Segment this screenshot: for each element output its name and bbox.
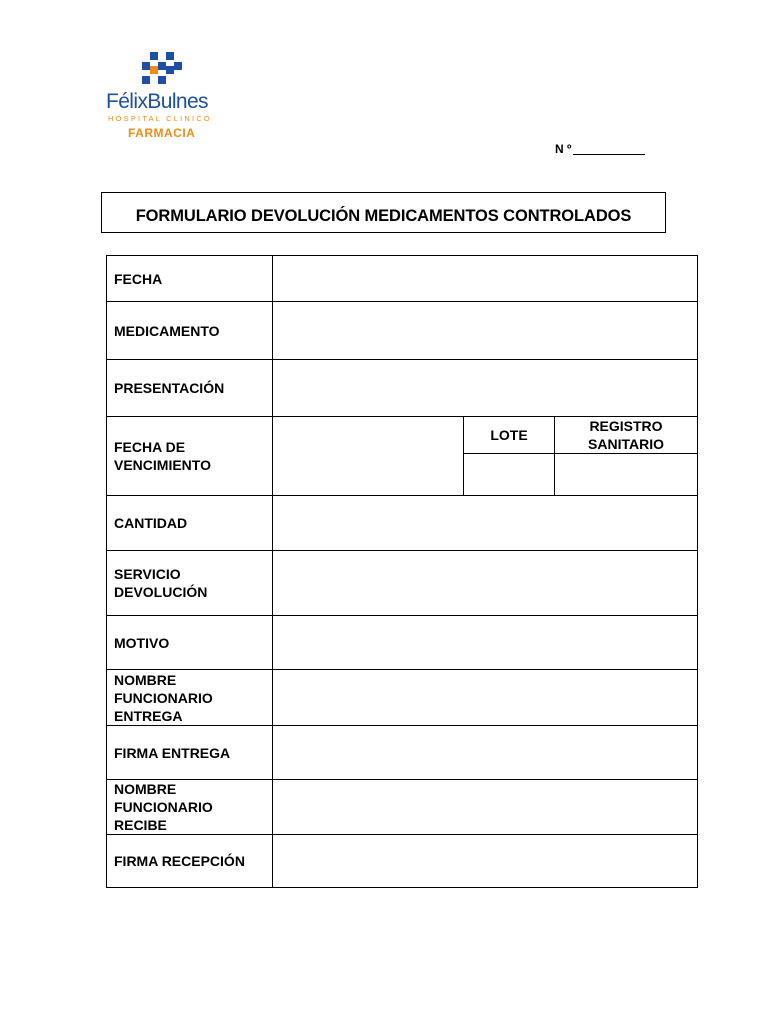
label-firma-entrega: FIRMA ENTREGA xyxy=(107,726,273,780)
form-row-motivo xyxy=(107,616,698,670)
form-row-medicamento xyxy=(107,302,698,360)
form-row-firma-recepcion xyxy=(107,835,698,888)
field-fecha-vencimiento[interactable] xyxy=(273,417,464,496)
form-row-cantidad xyxy=(107,496,698,551)
form-row-presentacion xyxy=(107,360,698,417)
label-medicamento: MEDICAMENTO xyxy=(107,302,273,360)
form-row-nombre-recibe xyxy=(107,780,698,835)
field-nombre-funcionario-recibe[interactable] xyxy=(273,780,698,835)
field-registro-sanitario[interactable] xyxy=(555,454,698,496)
return-form-table xyxy=(106,255,698,888)
label-servicio-devolucion: SERVICIO DEVOLUCIÓN xyxy=(107,551,273,616)
form-row-vencimiento xyxy=(107,417,698,454)
hospital-cross-logo-icon xyxy=(136,52,186,88)
label-motivo: MOTIVO xyxy=(107,616,273,670)
label-registro-sanitario: REGISTRO SANITARIO xyxy=(555,417,698,454)
form-number xyxy=(555,142,645,156)
label-firma-recepcion: FIRMA RECEPCIÓN xyxy=(107,835,273,888)
form-number-label: N º xyxy=(555,142,572,156)
form-row-fecha xyxy=(107,256,698,302)
label-lote: LOTE xyxy=(464,417,555,454)
field-nombre-funcionario-entrega[interactable] xyxy=(273,670,698,726)
label-nombre-funcionario-entrega: NOMBRE FUNCIONARIO ENTREGA xyxy=(107,670,273,726)
form-title-box xyxy=(101,192,666,233)
form-row-servicio xyxy=(107,551,698,616)
field-cantidad[interactable] xyxy=(273,496,698,551)
hospital-logo xyxy=(106,52,226,142)
logo-brand-name: FélixBulnes xyxy=(106,90,208,113)
field-medicamento[interactable] xyxy=(273,302,698,360)
label-fecha: FECHA xyxy=(107,256,273,302)
form-title: FORMULARIO DEVOLUCIÓN MEDICAMENTOS CONTROLADOS xyxy=(135,207,632,225)
field-firma-entrega[interactable] xyxy=(273,726,698,780)
field-servicio-devolucion[interactable] xyxy=(273,551,698,616)
form-row-firma-entrega xyxy=(107,726,698,780)
field-lote[interactable] xyxy=(464,454,555,496)
field-fecha[interactable] xyxy=(273,256,698,302)
label-fecha-vencimiento: FECHA DE VENCIMIENTO xyxy=(107,417,273,496)
field-firma-recepcion[interactable] xyxy=(273,835,698,888)
field-motivo[interactable] xyxy=(273,616,698,670)
logo-department: FARMACIA xyxy=(128,126,196,140)
label-nombre-funcionario-recibe: NOMBRE FUNCIONARIO RECIBE xyxy=(107,780,273,835)
form-row-nombre-entrega xyxy=(107,670,698,726)
label-cantidad: CANTIDAD xyxy=(107,496,273,551)
logo-subtitle: HOSPITAL CLINICO xyxy=(108,114,212,123)
field-presentacion[interactable] xyxy=(273,360,698,417)
form-number-field[interactable] xyxy=(573,154,645,155)
label-presentacion: PRESENTACIÓN xyxy=(107,360,273,417)
